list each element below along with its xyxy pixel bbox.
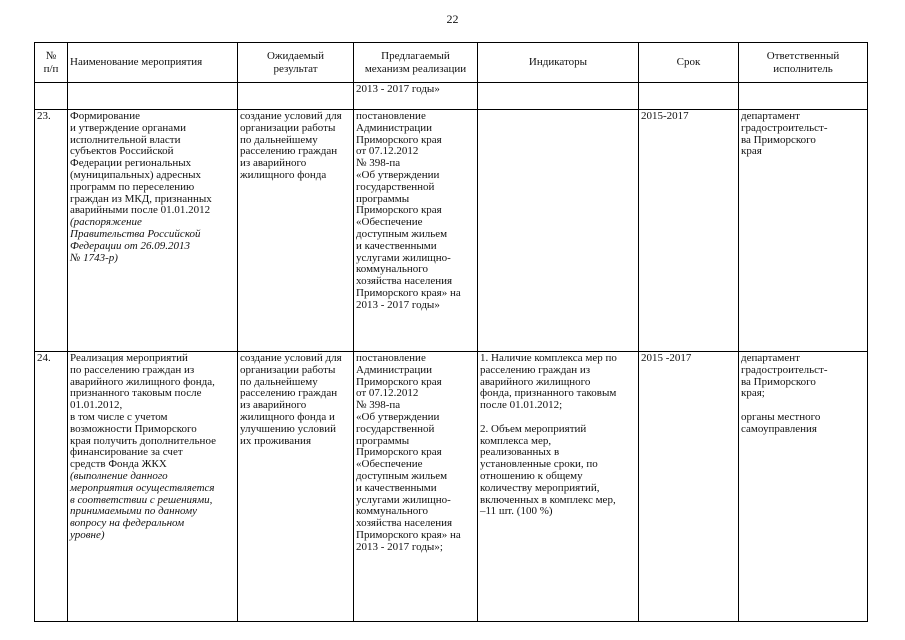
header-indicators: Индикаторы [478, 43, 639, 83]
carry-name [68, 83, 238, 110]
row-term: 2015 -2017 [639, 352, 739, 622]
row-mechanism: постановление Администрации Приморского края от 07.12.2012 № 398-па «Об утверждении государственной программы Приморского края «Обеспечение доступным жильем и качественными услугами жилищно- коммунального хозяйства населения Приморского края» на 2013 - 2017 годы»; [354, 352, 478, 622]
row-mechanism: постановление Администрации Приморского края от 07.12.2012 № 398-па «Об утверждении государственной программы Приморского края «Обеспечение доступным жильем и качественными услугами жилищно- коммунального хозяйства населения Приморского края» на 2013 - 2017 годы» [354, 110, 478, 352]
table-row [35, 110, 868, 352]
page-number: 22 [446, 12, 459, 26]
row-executor: департамент градостроительст- ва Приморского края [739, 110, 868, 352]
header-mechanism: Предлагаемый механизм реализации [354, 43, 478, 83]
activities-table [34, 42, 868, 622]
carry-num [35, 83, 68, 110]
header-num: № п/п [35, 43, 68, 83]
row-name-note: (распоряжение Правительства Российской Федерации от 26.09.2013 № 1743-р) [70, 216, 201, 264]
carry-mechanism: 2013 - 2017 годы» [354, 83, 478, 110]
carry-indicators [478, 83, 639, 110]
table-row-carry [35, 83, 868, 110]
carry-term [639, 83, 739, 110]
carry-result [238, 83, 354, 110]
row-term: 2015-2017 [639, 110, 739, 352]
table-row [35, 352, 868, 622]
carry-executor [739, 83, 868, 110]
header-term: Срок [639, 43, 739, 83]
row-name: Реализация мероприятий по расселению граждан из аварийного жилищного фонда, признанного таковым после 01.01.2012, в том числе с учетом возможности Приморского края получить дополнительное финансирование за счет средств Фонда ЖКХ [70, 352, 216, 471]
row-indicators [478, 110, 639, 352]
row-indicators: 1. Наличие комплекса мер по расселению граждан из аварийного жилищного фонда, признанного таковым после 01.01.2012; 2. Объем мероприятий комплекса мер, реализованных в установленные сроки, по отношению к общему количеству мероприятий, включенных в комплекс мер, –11 шт. (100 %) [478, 352, 639, 622]
row-name-cell [68, 110, 238, 352]
row-name-cell [68, 352, 238, 622]
header-result: Ожидаемый результат [238, 43, 354, 83]
row-result: создание условий для организации работы по дальнейшему расселению граждан из аварийного жилищного фонда и улучшению условий их проживания [238, 352, 354, 622]
header-name: Наименование мероприятия [68, 43, 238, 83]
header-executor: Ответственный исполнитель [739, 43, 868, 83]
row-result: создание условий для организации работы по дальнейшему расселению граждан из аварийного жилищного фонда [238, 110, 354, 352]
row-num: 23. [35, 110, 68, 352]
row-executor: департамент градостроительст- ва Приморского края; органы местного самоуправления [739, 352, 868, 622]
table-header-row [35, 43, 868, 83]
row-name: Формирование и утверждение органами исполнительной власти субъектов Российской Федерации региональных (муниципальных) адресных программ по переселению граждан из МКД, признанных аварийными после 01.01.2012 [70, 110, 212, 217]
row-num: 24. [35, 352, 68, 622]
row-name-note: (выполнение данного мероприятия осуществляется в соответствии с решениями, принимаемыми по данному вопросу на федеральном уровне) [70, 469, 215, 541]
